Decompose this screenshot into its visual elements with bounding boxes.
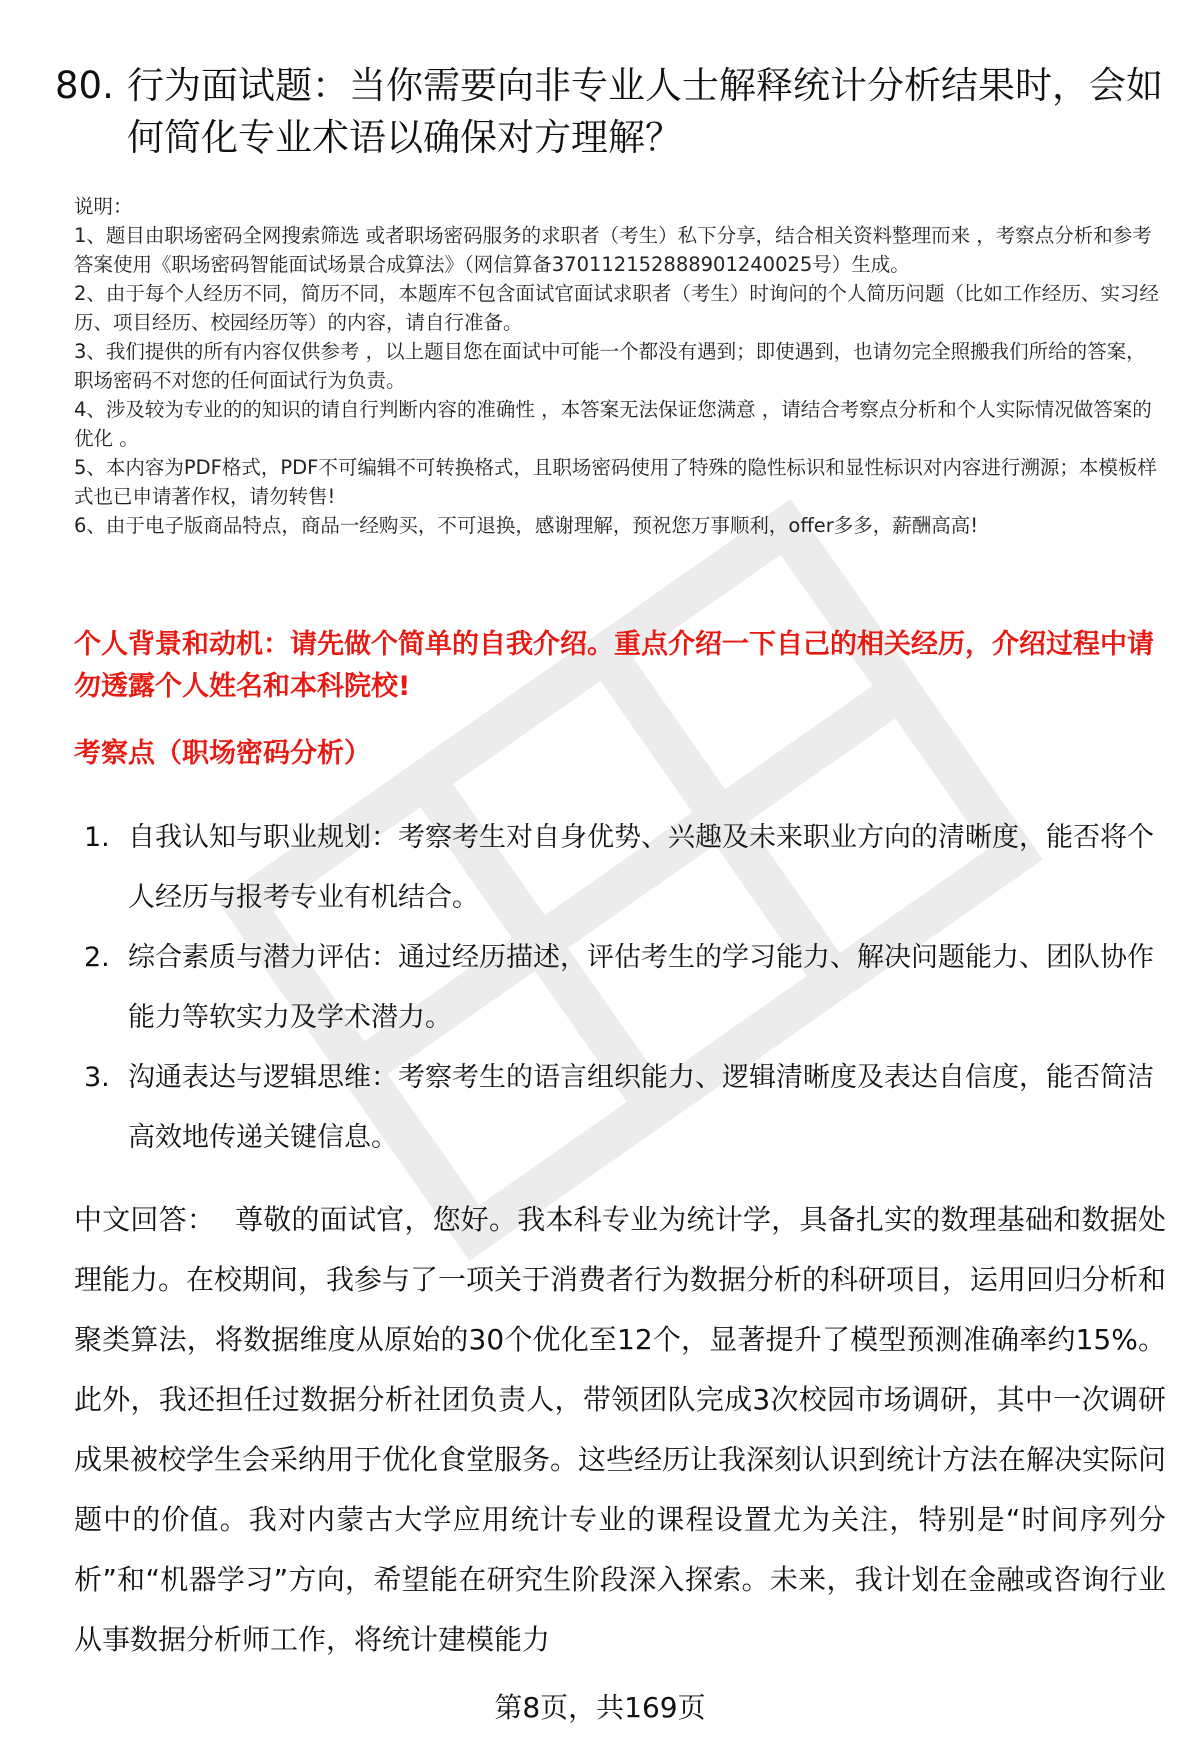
section-heading: 个人背景和动机：请先做个简单的自我介绍。重点介绍一下自己的相关经历，介绍过程中请勿透露个人姓名和本科院校!	[74, 629, 1154, 702]
point-number: 3.	[84, 1062, 110, 1093]
page-footer: 第8页，共169页	[494, 1691, 706, 1724]
question-text: 行为面试题：当你需要向非专业人士解释统计分析结果时，会如何简化专业术语以确保对方理解？	[127, 64, 1163, 159]
point-number: 1.	[84, 822, 110, 853]
list-item	[84, 1048, 1164, 1168]
notes-item: 3、我们提供的所有内容仅供参考 ，以上题目您在面试中可能一个都没有遇到；即使遇到，也请勿完全照搬我们所给的答案，职场密码不对您的任何面试行为负责。	[74, 340, 1146, 392]
notes-item: 2、由于每个人经历不同，简历不同，本题库不包含面试官面试求职者（考生）时询问的个人简历问题（比如工作经历、实习经历、项目经历、校园经历等）的内容，请自行准备。	[74, 282, 1159, 334]
notes-item: 1、题目由职场密码全网搜索筛选 或者职场密码服务的求职者（考生）私下分享，结合相关资料整理而来 ，考察点分析和参考答案使用《职场密码智能面试场景合成算法》（网信算备370112152888901240025号）生成。	[74, 224, 1152, 276]
answer-text: 尊敬的面试官，您好。我本科专业为统计学，具备扎实的数理基础和数据处理能力。在校期间，我参与了一项关于消费者行为数据分析的科研项目，运用回归分析和聚类算法，将数据维度从原始的30个优化至12个，显著提升了模型预测准确率约15%。此外，我还担任过数据分析社团负责人，带领团队完成3次校园市场调研，其中一次调研成果被校学生会采纳用于优化食堂服务。这些经历让我深刻认识到统计方法在解决实际问题中的价值。我对内蒙古大学应用统计专业的课程设置尤为关注，特别是“时间序列分析”和“机器学习”方向，希望能在研究生阶段深入探索。未来，我计划在金融或咨询行业从事数据分析师工作，将统计建模能力	[74, 1203, 1167, 1656]
notes-section	[74, 192, 1164, 540]
point-text: 综合素质与潜力评估：通过经历描述，评估考生的学习能力、解决问题能力、团队协作能力等软实力及学术潜力。	[128, 942, 1154, 1033]
question-number: 80.	[55, 64, 114, 107]
answer-paragraph	[74, 1190, 1166, 1670]
notes-heading: 说明：	[74, 195, 133, 218]
notes-item: 5、本内容为PDF格式，PDF不可编辑不可转换格式，且职场密码使用了特殊的隐性标识和显性标识对内容进行溯源；本模板样式也已申请著作权，请勿转售!	[74, 456, 1157, 508]
point-number: 2.	[84, 942, 110, 973]
notes-item: 4、涉及较为专业的的知识的请自行判断内容的准确性 ，本答案无法保证您满意 ，请结合考察点分析和个人实际情况做答案的优化 。	[74, 398, 1152, 450]
analysis-title: 考察点（职场密码分析）	[74, 738, 371, 769]
question-title	[55, 60, 1165, 164]
point-text: 沟通表达与逻辑思维：考察考生的语言组织能力、逻辑清晰度及表达自信度，能否简洁高效地传递关键信息。	[128, 1062, 1154, 1153]
point-text: 自我认知与职业规划：考察考生对自身优势、兴趣及未来职业方向的清晰度，能否将个人经历与报考专业有机结合。	[128, 822, 1154, 913]
answer-label: 中文回答：	[74, 1203, 216, 1236]
analysis-points-list	[84, 808, 1164, 1168]
notes-item: 6、由于电子版商品特点，商品一经购买，不可退换，感谢理解，预祝您万事顺利，offer多多，薪酬高高!	[74, 514, 979, 537]
list-item	[84, 928, 1164, 1048]
list-item	[84, 808, 1164, 928]
